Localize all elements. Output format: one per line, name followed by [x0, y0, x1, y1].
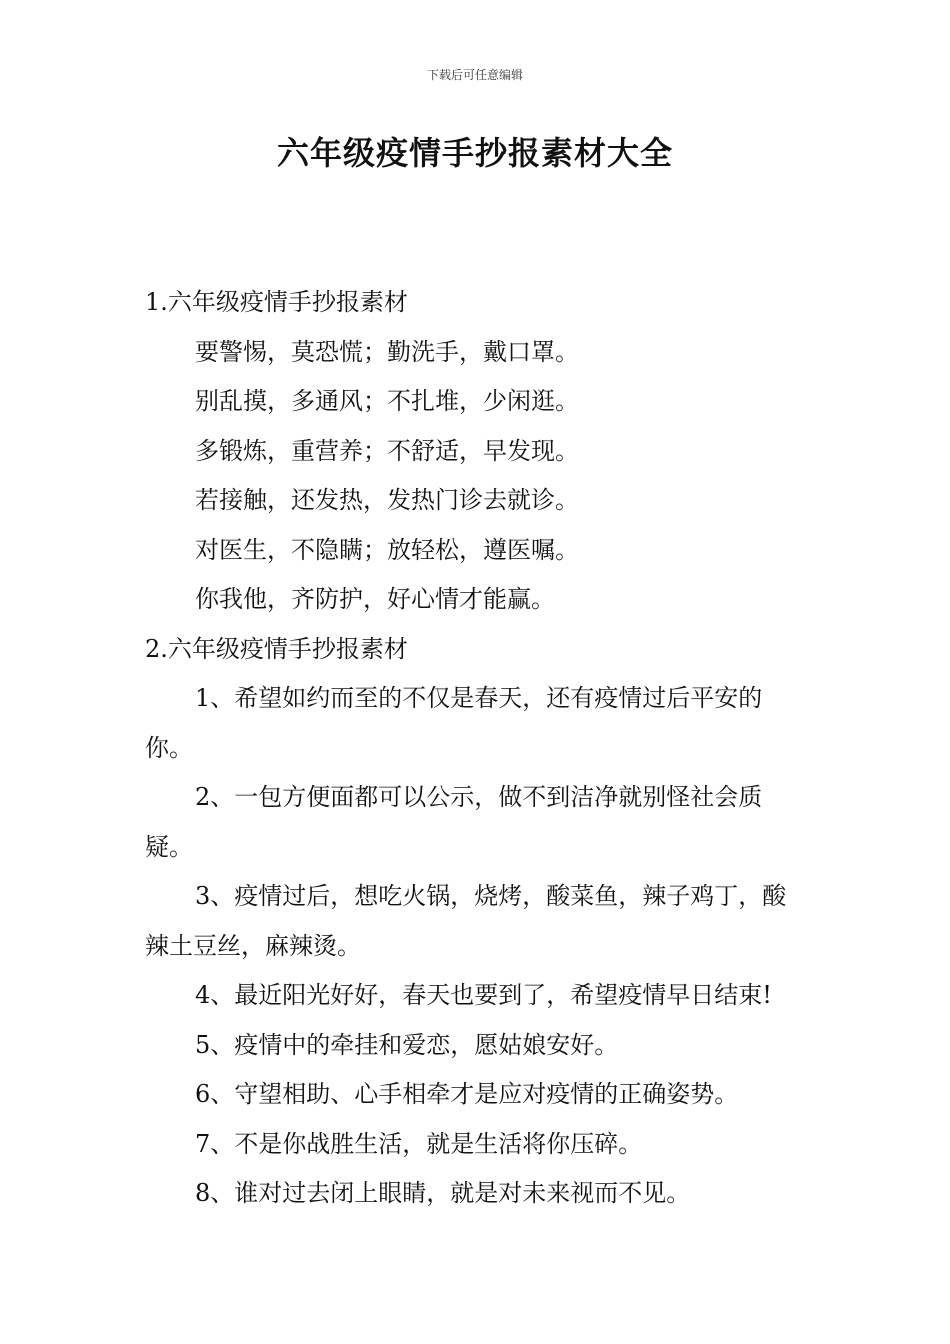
document-body: [145, 278, 807, 1219]
slogan-line: 若接触，还发热，发热门诊去就诊。: [195, 486, 579, 514]
document-title: 六年级疫情手抄报素材大全: [276, 134, 673, 172]
section-heading-2: 2.六年级疫情手抄报素材: [145, 634, 408, 663]
list-item: 2、一包方便面都可以公示，做不到洁净就别怪社会质疑。: [145, 783, 763, 861]
section-heading-1: 1.六年级疫情手抄报素材: [145, 288, 408, 316]
slogan-line: 你我他，齐防护，好心情才能赢。: [195, 585, 555, 613]
slogan-line: 多锻炼，重营养；不舒适，早发现。: [195, 436, 579, 465]
slogan-line: 要警惕，莫恐慌；勤洗手，戴口罩。: [195, 337, 579, 366]
list-item: 6、守望相助、心手相牵才是应对疫情的正确姿势。: [195, 1080, 739, 1108]
list-item: 7、不是你战胜生活，就是生活将你压碎。: [195, 1129, 643, 1158]
header-note: 下载后可任意编辑: [426, 68, 523, 82]
list-item: 1、希望如约而至的不仅是春天，还有疫情过后平安的你。: [145, 684, 763, 762]
slogan-line: 对医生，不隐瞒；放轻松，遵医嘱。: [195, 535, 579, 564]
list-item: 5、疫情中的牵挂和爱恋，愿姑娘安好。: [195, 1030, 619, 1059]
list-item: 8、谁对过去闭上眼睛，就是对未来视而不见。: [195, 1179, 691, 1207]
list-item: 4、最近阳光好好，春天也要到了，希望疫情早日结束!: [195, 981, 772, 1009]
list-item: 3、疫情过后，想吃火锅，烧烤，酸菜鱼，辣子鸡丁，酸辣土豆丝，麻辣烫。: [145, 882, 787, 960]
slogan-line: 别乱摸，多通风；不扎堆，少闲逛。: [195, 387, 579, 415]
